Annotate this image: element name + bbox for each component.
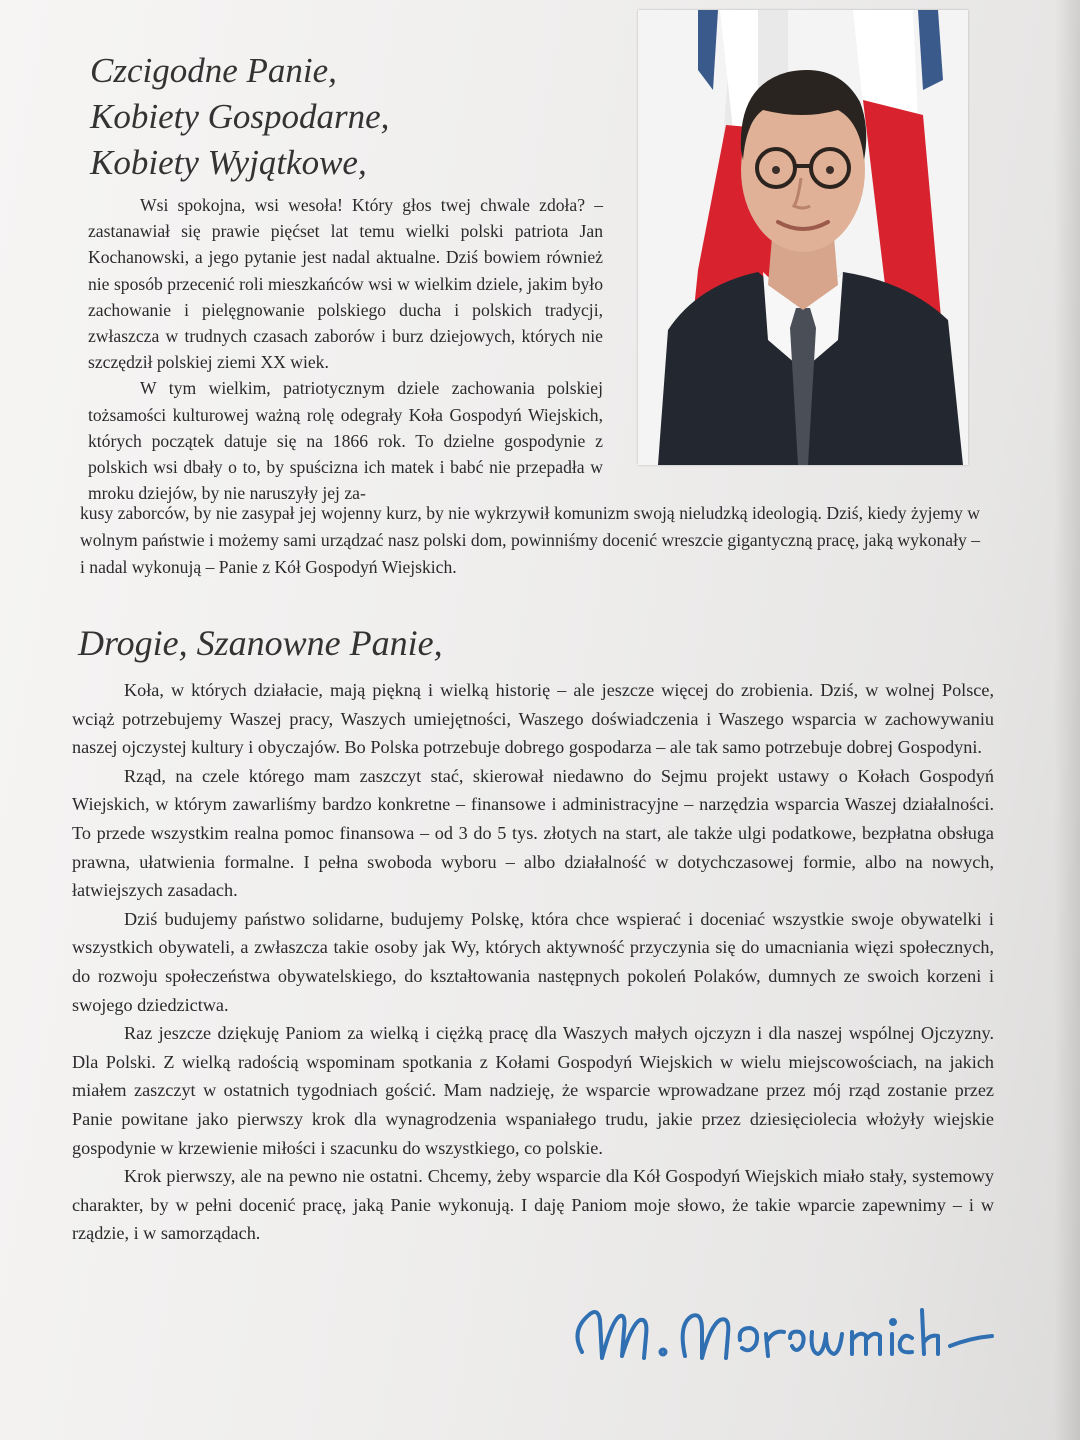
intro-text-continued xyxy=(80,500,980,581)
intro-paragraph-1: Wsi spokojna, wsi wesoła! Który głos twej chwale zdoła? – zastanawiał się prawie pięćset lat temu wielki polski patriota Jan Kochanowski, a jego pytanie jest nadal aktualne. Dziś bowiem również nie sposób przecenić roli mieszkańców wsi w wielkim dziele, jakim było zachowanie i pielęgnowanie polskiego ducha i polskich tradycji, zwłaszcza w trudnych czasach zaborów i burz dziejowych, których nie szczędził polskiej ziemi XX wiek. xyxy=(88,195,603,373)
section-heading: Drogie, Szanowne Panie, xyxy=(78,623,443,663)
greeting-line-1: Czcigodne Panie, xyxy=(90,51,337,90)
body-paragraph-3: Dziś budujemy państwo solidarne, budujemy Polskę, która chce wspierać i doceniać wszystkie swoje obywatelki i wszystkich obywateli, a zwłaszcza takie osoby jak Wy, których aktywność przyczynia się do umacniania więzi społecznych, do rozwoju społeczeństwa obywatelskiego, do kształtowania następnych pokoleń Polaków, dumnych ze swoich korzeni i swojego dziedzictwa. xyxy=(72,908,994,1015)
greeting xyxy=(90,48,610,186)
letter-body xyxy=(72,676,994,1248)
body-paragraph-1: Koła, w których działacie, mają piękną i wielką historię – ale jeszcze więcej do zrobienia. Dziś, w wolnej Polsce, wciąż potrzebujemy Waszej pracy, Waszych umiejętności, Waszego doświadczenia i Waszego wsparcia w zachowywaniu naszej ojczystej kultury i obyczajów. Bo Polska potrzebuje dobrego gospodarza – ale tak samo potrzebuje dobrej Gospodyni. xyxy=(72,680,994,758)
body-paragraph-5: Krok pierwszy, ale na pewno nie ostatni. Chcemy, żeby wsparcie dla Kół Gospodyń Wiejskich miało stały, systemowy charakter, by w pełni docenić pracę, jaką Panie wykonują. I daję Paniom moje słowo, że takie wparcie zapewnimy – i w rządzie, i w samorządach. xyxy=(72,1166,994,1244)
greeting-line-3: Kobiety Wyjątkowe, xyxy=(90,143,367,182)
signature-drawing xyxy=(560,1290,1020,1380)
intro-paragraph-2-part-1: W tym wielkim, patriotycznym dziele zachowania polskiej tożsamości kulturowej ważną rolę odegrały Koła Gospodyń Wiejskich, których początek datuje się na 1866 rok. To dzielne gospodynie z polskich wsi dbały o to, by spuścizna ich matek i babć nie przepadła w mroku dziejów, by nie naruszyły jej za- xyxy=(88,378,603,504)
body-paragraph-4: Raz jeszcze dziękuję Paniom za wielką i ciężką pracę dla Waszych małych ojczyzn i dla naszej wspólnej Ojczyzny. Dla Polski. Z wielką radością wspominam spotkania z Kołami Gospodyń Wiejskich w wielu miejscowościach, na jakich miałem zaszczyt w ostatnich tygodniach gościć. Mam nadzieję, że wsparcie wprowadzane przez mój rząd zostanie przez Panie powitane jako pierwszy krok dla wynagrodzenia wspaniałego trudu, jakie przez dziesięciolecia włożyły wiejskie gospodynie w krzewienie miłości i szacunku do wszystkiego, co polskie. xyxy=(72,1023,994,1158)
intro-paragraph-2-part-2: kusy zaborców, by nie zasypał jej wojenny kurz, by nie wykrzywił komunizm swoją nieludzką ideologią. Dziś, kiedy żyjemy w wolnym państwie i możemy sami urządzać nasz polski dom, powinniśmy docenić wreszcie gigantyczną pracę, jaką wykonały – i nadal wykonują – Panie z Kół Gospodyń Wiejskich. xyxy=(80,503,980,577)
greeting-line-2: Kobiety Gospodarne, xyxy=(90,97,390,136)
portrait-photo xyxy=(638,10,968,465)
portrait-illustration xyxy=(638,10,968,465)
handwritten-signature xyxy=(560,1290,1020,1380)
body-paragraph-2: Rząd, na czele którego mam zaszczyt stać, skierował niedawno do Sejmu projekt ustawy o Kołach Gospodyń Wiejskich, w którym zawarliśmy bardzo konkretne – finansowe i administracyjne – narzędzia wsparcia Waszej działalności. To przede wszystkim realna pomoc finansowa – od 3 do 5 tys. złotych na start, ale także ulgi podatkowe, bezpłatna obsługa prawna, ułatwienia formalne. I pełna swoboda wyboru – albo działalność w dotychczasowej formie, albo na nowych, łatwiejszych zasadach. xyxy=(72,765,994,901)
intro-text xyxy=(88,192,603,506)
page-shadow xyxy=(1054,0,1080,1440)
